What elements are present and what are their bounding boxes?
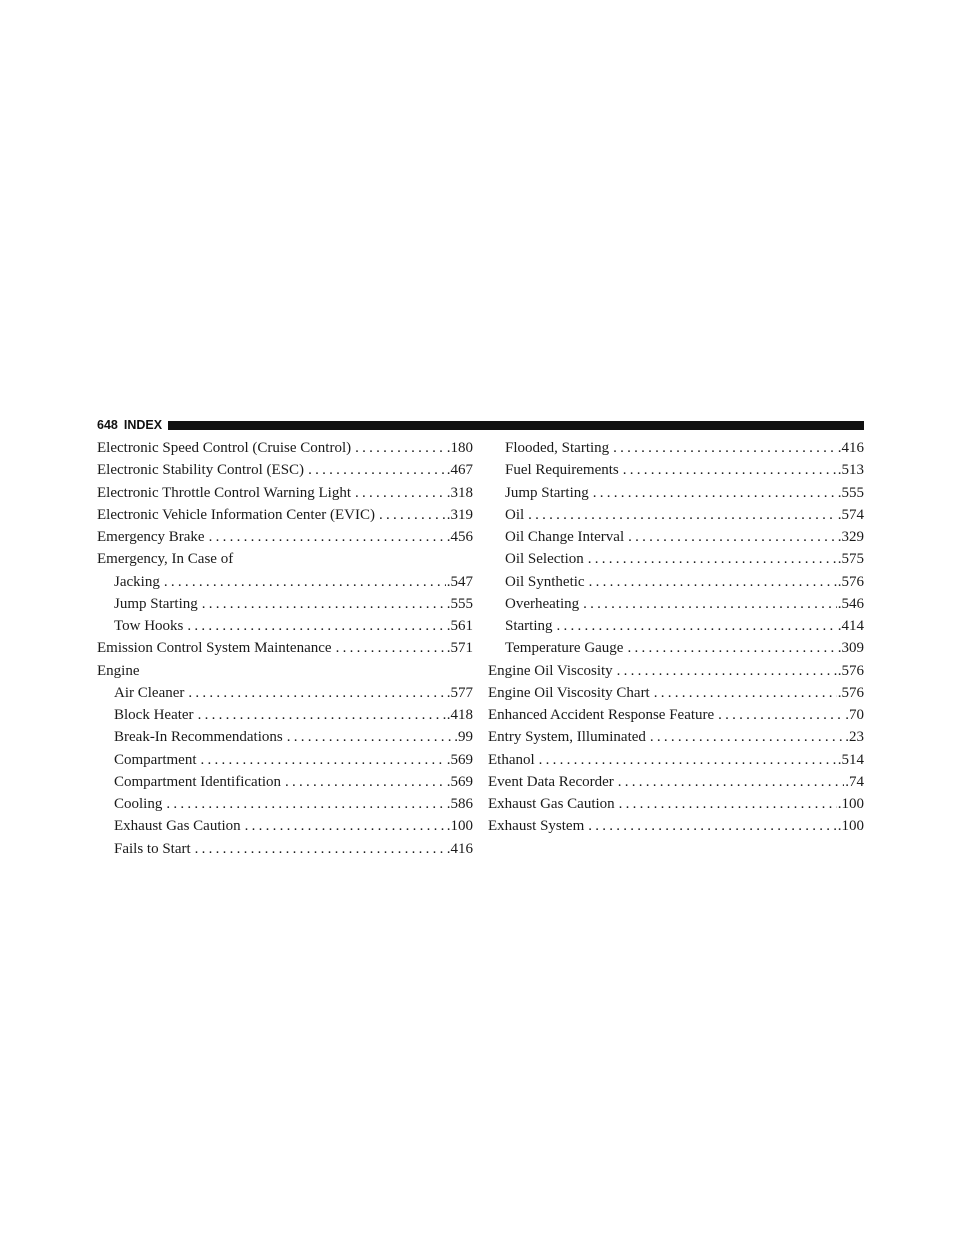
entry-label: Oil Synthetic: [505, 573, 585, 590]
entry-page-ref: .456: [446, 529, 473, 545]
entry-page-ref: .309: [837, 640, 864, 657]
entry-label: Electronic Throttle Control Warning Light: [97, 484, 352, 501]
dot-leader: [355, 440, 446, 457]
index-entry: [97, 507, 473, 529]
entry-page-ref: .100: [837, 818, 864, 835]
entry-page-ref: .23: [845, 729, 864, 746]
dot-leader: [166, 796, 445, 813]
entry-label: Compartment Identification: [114, 773, 282, 790]
index-entry: [97, 663, 473, 685]
entry-page-ref: .586: [446, 796, 473, 812]
entry-label: Overheating: [505, 595, 580, 612]
dot-leader: [589, 574, 837, 591]
entry-page-ref: .318: [446, 484, 473, 501]
dot-leader: [557, 618, 837, 635]
header-rule: [168, 421, 864, 430]
entry-label: Break-In Recommendations: [114, 729, 283, 746]
dot-leader: [195, 841, 446, 858]
dot-leader: [355, 485, 446, 502]
entry-page-ref: .416: [837, 440, 864, 456]
entry-page-ref: .574: [837, 506, 864, 523]
entry-label: Fuel Requirements: [505, 462, 619, 479]
entry-label: Oil: [505, 506, 525, 523]
entry-page-ref: .74: [845, 773, 864, 790]
entry-page-ref: .329: [837, 529, 864, 545]
entry-page-ref: .569: [446, 773, 473, 790]
dot-leader: [619, 796, 837, 813]
index-subentry: [97, 574, 473, 596]
entry-label: Jump Starting: [505, 484, 589, 501]
index-entry: [488, 685, 864, 707]
entry-label: Enhanced Accident Response Feature: [488, 707, 715, 723]
entry-label: Event Data Recorder: [488, 773, 614, 790]
entry-page-ref: .561: [446, 618, 473, 634]
entry-page-ref: .546: [837, 595, 864, 612]
entry-label: Emergency, In Case of: [97, 551, 234, 568]
entry-label: Temperature Gauge: [505, 640, 624, 657]
index-entry: [488, 796, 864, 818]
index-entry: [488, 729, 864, 751]
index-entry: [97, 551, 473, 573]
dot-leader: [654, 685, 837, 702]
entry-label: Exhaust Gas Caution: [488, 796, 615, 812]
entry-label: Ethanol: [488, 751, 535, 768]
entry-page-ref: .571: [446, 640, 473, 657]
entry-page-ref: .555: [837, 484, 864, 501]
dot-leader: [336, 640, 446, 657]
index-subentry: [488, 551, 864, 573]
index-subentry: [97, 685, 473, 707]
dot-leader: [209, 529, 446, 546]
dot-leader: [628, 529, 837, 546]
dot-leader: [202, 596, 446, 613]
index-entry: [488, 774, 864, 796]
entry-label: Electronic Stability Control (ESC): [97, 462, 305, 479]
entry-label: Engine Oil Viscosity Chart: [488, 684, 650, 701]
entry-page-ref: .555: [446, 595, 473, 612]
index-entry: [488, 707, 864, 729]
page-number: 648: [97, 418, 118, 432]
entry-page-ref: .576: [837, 662, 864, 679]
entry-page-ref: .180: [446, 440, 473, 456]
entry-page-ref: .575: [837, 551, 864, 568]
index-column-left: [97, 440, 473, 863]
entry-page-ref: .467: [446, 462, 473, 479]
entry-page-ref: .414: [837, 618, 864, 634]
entry-page-ref: .577: [446, 684, 473, 701]
index-entry: [97, 529, 473, 551]
dot-leader: [245, 818, 446, 835]
dot-leader: [379, 507, 446, 524]
dot-leader: [617, 663, 837, 680]
entry-page-ref: .576: [837, 573, 864, 590]
entry-label: Block Heater: [114, 707, 194, 723]
index-subentry: [97, 596, 473, 618]
index-subentry: [97, 841, 473, 863]
dot-leader: [187, 618, 445, 635]
entry-page-ref: .513: [837, 462, 864, 479]
index-entry: [488, 818, 864, 840]
entry-label: Entry System, Illuminated: [488, 729, 646, 746]
entry-label: Oil Change Interval: [505, 529, 625, 545]
index-entry: [97, 462, 473, 484]
index-entry: [488, 663, 864, 685]
index-subentry: [97, 752, 473, 774]
section-title: INDEX: [123, 418, 163, 432]
entry-label: Flooded, Starting: [505, 440, 610, 456]
entry-label: Electronic Vehicle Information Center (EVIC): [97, 506, 375, 523]
entry-page-ref: .416: [446, 840, 473, 857]
dot-leader: [588, 818, 837, 835]
dot-leader: [287, 729, 454, 746]
index-subentry: [97, 707, 473, 729]
entry-page-ref: .514: [837, 751, 864, 768]
entry-label: Starting: [505, 618, 553, 634]
index-subentry: [97, 818, 473, 840]
dot-leader: [528, 507, 837, 524]
entry-label: Engine: [97, 662, 140, 679]
dot-leader: [627, 640, 836, 657]
entry-label: Oil Selection: [505, 551, 584, 568]
index-subentry: [97, 618, 473, 640]
entry-page-ref: .576: [837, 684, 864, 701]
dot-leader: [623, 462, 837, 479]
index-entry: [488, 752, 864, 774]
entry-page-ref: .99: [454, 729, 473, 746]
dot-leader: [588, 551, 837, 568]
index-subentry: [488, 640, 864, 662]
dot-leader: [539, 752, 837, 769]
index-entry: [97, 640, 473, 662]
index-subentry: [97, 774, 473, 796]
entry-label: Tow Hooks: [114, 618, 184, 634]
entry-label: Exhaust System: [488, 818, 585, 835]
entry-label: Compartment: [114, 751, 197, 768]
entry-label: Exhaust Gas Caution: [114, 818, 241, 835]
entry-page-ref: .100: [446, 818, 473, 835]
entry-page-ref: .100: [837, 796, 864, 812]
entry-label: Cooling: [114, 796, 163, 812]
index-subentry: [488, 440, 864, 462]
index-subentry: [97, 729, 473, 751]
entry-label: Jacking: [114, 573, 160, 590]
dot-leader: [613, 440, 837, 457]
entry-label: Air Cleaner: [114, 684, 185, 701]
index-subentry: [488, 485, 864, 507]
index-subentry: [488, 574, 864, 596]
index-subentry: [488, 596, 864, 618]
dot-leader: [285, 774, 446, 791]
index-subentry: [488, 618, 864, 640]
entry-label: Fails to Start: [114, 840, 191, 857]
entry-page-ref: .569: [446, 751, 473, 768]
dot-leader: [583, 596, 837, 613]
index-subentry: [488, 462, 864, 484]
index-subentry: [488, 507, 864, 529]
dot-leader: [201, 752, 446, 769]
entry-label: Engine Oil Viscosity: [488, 662, 613, 679]
entry-page-ref: .70: [845, 707, 864, 723]
index-column-right: [488, 440, 864, 841]
index-subentry: [97, 796, 473, 818]
index-entry: [97, 440, 473, 462]
index-subentry: [488, 529, 864, 551]
dot-leader: [188, 685, 445, 702]
entry-page-ref: .319: [446, 506, 473, 523]
entry-label: Electronic Speed Control (Cruise Control): [97, 440, 352, 456]
dot-leader: [650, 729, 844, 746]
entry-label: Jump Starting: [114, 595, 198, 612]
index-entry: [97, 485, 473, 507]
entry-page-ref: .418: [446, 707, 473, 723]
dot-leader: [308, 462, 446, 479]
dot-leader: [618, 774, 844, 791]
entry-label: Emission Control System Maintenance: [97, 640, 332, 657]
dot-leader: [718, 707, 844, 724]
entry-page-ref: .547: [446, 573, 473, 590]
dot-leader: [164, 574, 446, 591]
entry-label: Emergency Brake: [97, 529, 205, 545]
page-header: [97, 417, 864, 433]
dot-leader: [198, 707, 446, 724]
dot-leader: [593, 485, 837, 502]
